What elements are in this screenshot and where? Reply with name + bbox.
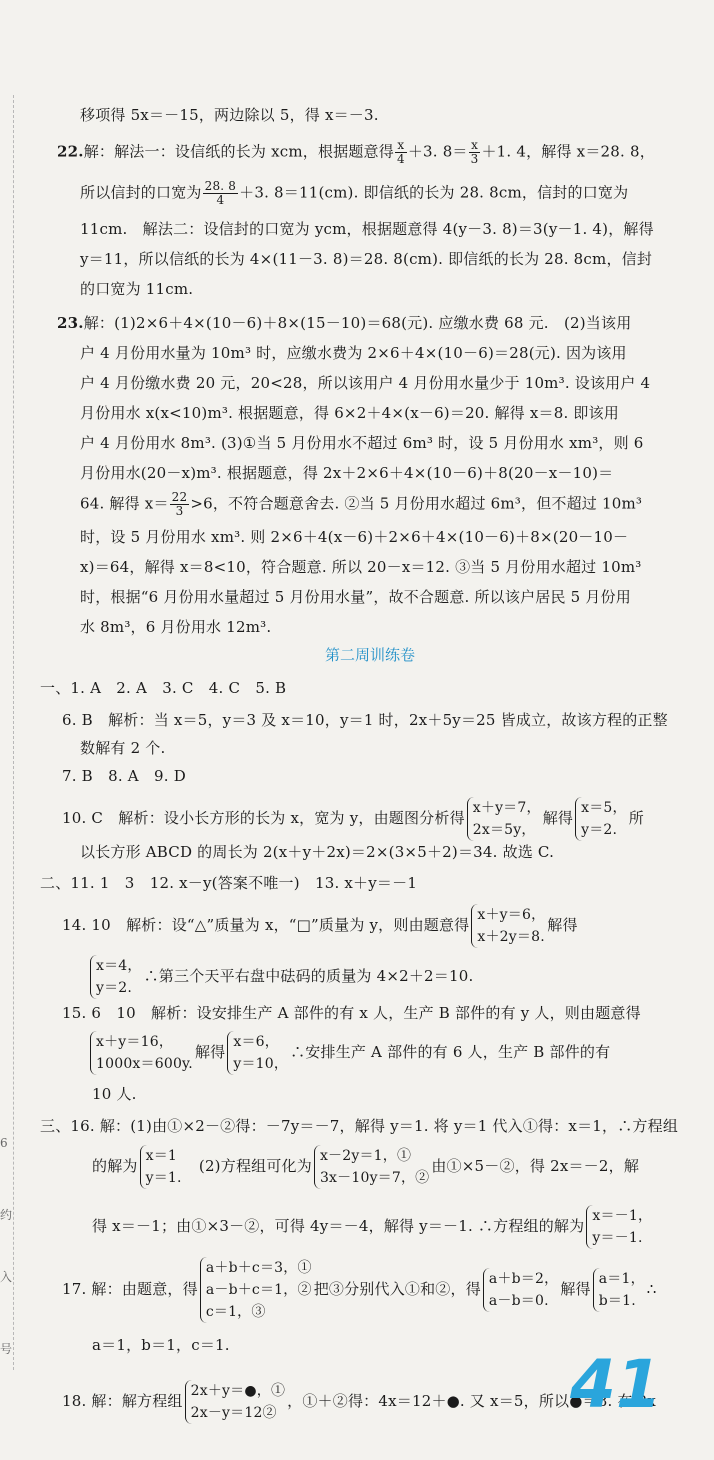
binding-dashed-line bbox=[13, 95, 14, 1370]
equation-system: a＋b＝2， a－b＝0. bbox=[483, 1268, 558, 1312]
q18-line: 18. 解：解方程组 2x＋y＝●，① 2x－y＝12② ，①＋②得：4x＝12＋●. 又 x＝5，所以●＝8. 在 2x bbox=[62, 1380, 656, 1424]
question-number: 23. bbox=[57, 314, 84, 332]
q14-line: 14. 10 解析：设“△”质量为 x，“□”质量为 y，则由题意得 x＋y＝6， x＋2y＝8. 解得 bbox=[62, 904, 578, 948]
text-line: x)＝64，解得 x＝8<10，符合题意. 所以 20－x＝12. ③当 5 月份用水超过 10m³ bbox=[80, 558, 642, 576]
text-line: 户 4 月份用水 8m³. (3)①当 5 月份用水不超过 6m³ 时，设 5 月份用水 xm³，则 6 bbox=[80, 434, 644, 452]
side-mark: 号 bbox=[0, 1342, 13, 1356]
answer-line: 7. B 8. A 9. D bbox=[62, 767, 186, 785]
equation-system: x＝4， y＝2. bbox=[90, 955, 142, 999]
text-line: 64. 解得 x＝ $\frac{22}{3}$ >6，不符合题意舍去. ②当 5 月份用水超过 6m³，但不超过 10m³ bbox=[80, 490, 643, 518]
text-line: 10 人. bbox=[92, 1085, 137, 1103]
text-line: 移项得 5x＝－15，两边除以 5，得 x＝－3. bbox=[80, 106, 379, 124]
text-line: x＋y＝16， 1000x＝600y. 解得 x＝6， y＝10， ∴安排生产 A 部件的有 6 人，生产 B 部件的有 bbox=[88, 1031, 610, 1075]
equation-system: x＝5， y＝2. bbox=[575, 797, 627, 841]
equation-system: a＋b＋c＝3，① a－b＋c＝1，② c＝1，③ bbox=[200, 1257, 312, 1323]
text-line: 户 4 月份用水量为 10m³ 时，应缴水费为 2×6＋4×(10－6)＝28(元). 因为该用 bbox=[80, 344, 627, 362]
text-line: x＝4， y＝2. ∴第三个天平右盘中砝码的质量为 4×2＋2＝10. bbox=[88, 955, 473, 999]
equation-system: x－2y＝1，① 3x－10y＝7，② bbox=[314, 1145, 429, 1189]
text-line: 得 x＝－1；由①×3－②，可得 4y＝－4，解得 y＝－1. ∴方程组的解为 x＝－1， y＝－1. bbox=[92, 1205, 654, 1249]
side-mark: 入 bbox=[0, 1270, 13, 1284]
q23-line: 23.解：(1)2×6＋4×(10－6)＋8×(15－10)＝68(元). 应缴水费 68 元. (2)当该用 bbox=[57, 314, 632, 332]
equation-system: a＝1， b＝1. bbox=[593, 1268, 645, 1312]
text-line: 月份用水(20－x)m³. 根据题意，得 2x＋2×6＋4×(10－6)＋8(20－x－10)＝ bbox=[80, 464, 614, 482]
equation-system: x＝－1， y＝－1. bbox=[586, 1205, 652, 1249]
answer-line: 6. B 解析：当 x＝5，y＝3 及 x＝10，y＝1 时，2x＋5y＝25 皆成立，故该方程的正整 bbox=[62, 711, 668, 729]
text-line: 时，根据“6 月份用水量超过 5 月份用水量”，故不合题意. 所以该户居民 5 月份用 bbox=[80, 588, 631, 606]
text-line: a＝1，b＝1，c＝1. bbox=[92, 1336, 230, 1354]
question-number: 22. bbox=[57, 142, 84, 161]
fraction: $\frac{28. 8}{4}$ bbox=[204, 179, 237, 207]
equation-system: x＋y＝16， 1000x＝600y. bbox=[90, 1031, 193, 1075]
text: ＋1. 4，解得 x＝28. 8， bbox=[481, 142, 655, 161]
equation-system: 2x＋y＝●，① 2x－y＝12② bbox=[185, 1380, 286, 1424]
text: ＋3. 8＝ bbox=[407, 142, 468, 161]
section-heading: 第二周训练卷 bbox=[324, 646, 415, 664]
q10-line: 10. C 解析：设小长方形的长为 x，宽为 y，由题图分析得 x＋y＝7， 2x＝5y， 解得 x＝5， y＝2. 所 bbox=[62, 797, 644, 841]
equation-system: x＝1 y＝1. bbox=[140, 1145, 182, 1189]
text-line: y＝11，所以信纸的长为 4×(11－3. 8)＝28. 8(cm). 即信纸的长为 28. 8cm，信封 bbox=[80, 250, 653, 268]
equation-system: x＝6， y＝10， bbox=[227, 1031, 288, 1075]
fraction: $\frac{22}{3}$ bbox=[171, 490, 188, 518]
q15-line: 15. 6 10 解析：设安排生产 A 部件的有 x 人，生产 B 部件的有 y 人，则由题意得 bbox=[62, 1004, 641, 1022]
equation-system: x＋y＝7， 2x＝5y， bbox=[467, 797, 541, 841]
fraction: $\frac{x}{4}$ bbox=[396, 138, 405, 166]
text-line: 的解为 x＝1 y＝1. (2)方程组可化为 x－2y＝1，① 3x－10y＝7，② 由①×5－②，得 2x＝－2，解 bbox=[92, 1145, 639, 1189]
q22-line bbox=[57, 139, 655, 166]
text-line: 11cm. 解法二：设信封的口宽为 ycm，根据题意得 4(y－3. 8)＝3(y－1. 4)，解得 bbox=[80, 220, 654, 238]
text-line: 以长方形 ABCD 的周长为 2(x＋y＋2x)＝2×(3×5＋2)＝34. 故选 C. bbox=[80, 843, 555, 861]
q17-line: 17. 解：由题意，得 a＋b＋c＝3，① a－b＋c＝1，② c＝1，③ 把③分别代入①和②，得 a＋b＝2， a－b＝0. 解得 a＝1， b＝1. ∴ bbox=[62, 1257, 657, 1323]
text-line: 水 8m³，6 月份用水 12m³. bbox=[80, 618, 272, 636]
fraction: $\frac{x}{3}$ bbox=[470, 138, 479, 166]
text: 解：解法一：设信纸的长为 xcm，根据题意得 bbox=[83, 142, 394, 161]
text-line: 月份用水 x(x<10)m³. 根据题意，得 6×2＋4×(x－6)＝20. 解得 x＝8. 即该用 bbox=[80, 404, 619, 422]
text-line: 户 4 月份缴水费 20 元，20<28，所以该用户 4 月份用水量少于 10m³. 设该用户 4 bbox=[80, 374, 651, 392]
text-line: 的口宽为 11cm. bbox=[80, 280, 194, 298]
q16-line: 三、16. 解：(1)由①×2－②得：－7y＝－7，解得 y＝1. 将 y＝1 代入①得：x＝1，∴方程组 bbox=[40, 1117, 679, 1135]
side-mark: 约 bbox=[0, 1208, 13, 1222]
text-line: 数解有 2 个. bbox=[80, 739, 166, 757]
page-number: 41 bbox=[570, 1346, 662, 1423]
text-line: 所以信封的口宽为 $\frac{28. 8}{4}$ ＋3. 8＝11(cm). 即信纸的长为 28. 8cm，信封的口宽为 bbox=[80, 179, 629, 207]
text-line: 时，设 5 月份用水 xm³. 则 2×6＋4(x－6)＋2×6＋4×(10－6)＋8×(20－10－ bbox=[80, 528, 629, 546]
side-mark: 6 bbox=[0, 1136, 8, 1150]
answer-line: 二、11. 1 3 12. x－y(答案不唯一) 13. x＋y＝－1 bbox=[40, 874, 418, 892]
answer-line: 一、1. A 2. A 3. C 4. C 5. B bbox=[40, 679, 287, 697]
equation-system: x＋y＝6， x＋2y＝8. bbox=[471, 904, 545, 948]
